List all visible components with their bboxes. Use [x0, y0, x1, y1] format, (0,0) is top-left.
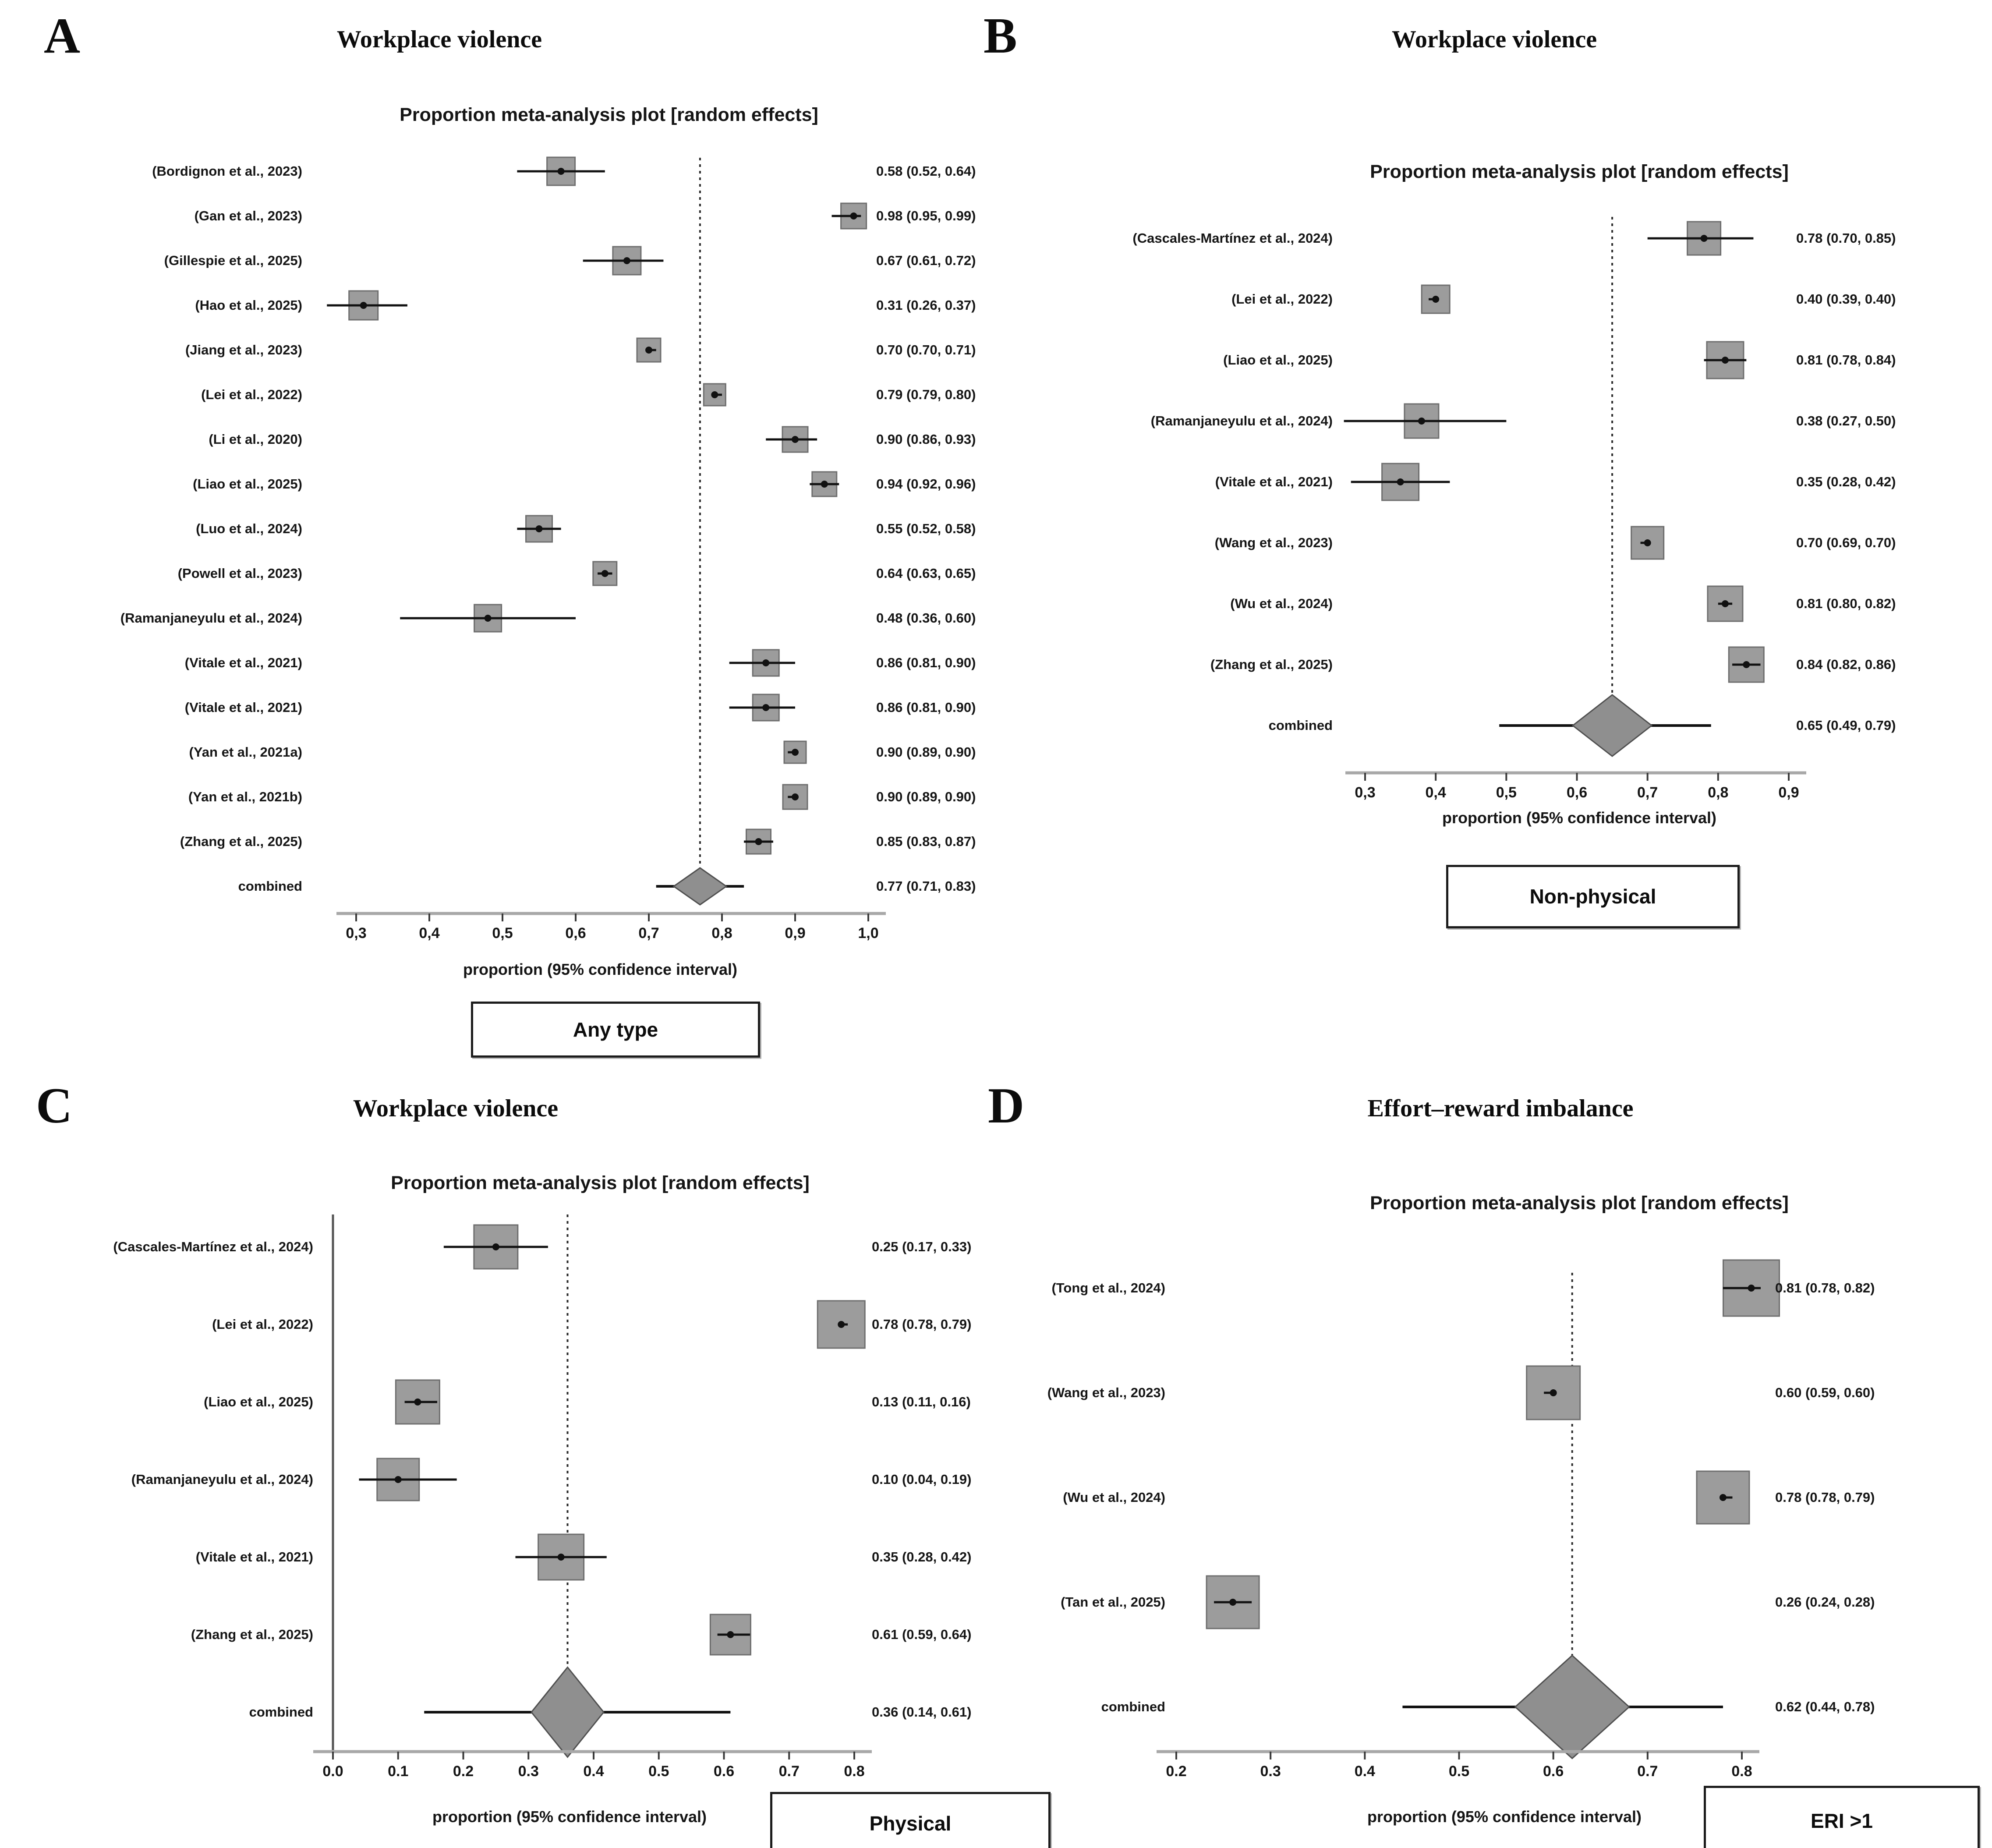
point-estimate-dot: [536, 525, 543, 532]
point-estimate-dot: [762, 704, 769, 711]
study-label: (Gan et al., 2023): [194, 208, 302, 223]
study-label: (Liao et al., 2025): [1223, 352, 1333, 368]
panel-letter-b: B: [984, 8, 1017, 64]
category-label: ERI >1: [1811, 1809, 1873, 1832]
study-label: (Vitale et al., 2021): [195, 1549, 313, 1565]
study-label: (Cascales-Martínez et al., 2024): [1132, 230, 1333, 246]
study-label: (Wu et al., 2024): [1063, 1490, 1165, 1505]
ci-value-label: 0.78 (0.70, 0.85): [1796, 230, 1896, 246]
study-label: (Zhang et al., 2025): [180, 834, 302, 849]
ci-value-label: 0.58 (0.52, 0.64): [876, 163, 976, 179]
ci-value-label: 0.60 (0.59, 0.60): [1775, 1385, 1875, 1400]
point-estimate-dot: [1701, 235, 1708, 242]
x-tick-label: 0,5: [492, 925, 513, 942]
x-tick-label: 0.4: [1354, 1763, 1375, 1780]
x-tick-label: 0,5: [1496, 784, 1517, 801]
ci-value-label: 0.78 (0.78, 0.79): [872, 1317, 972, 1332]
point-estimate-dot: [1550, 1389, 1557, 1396]
x-tick-label: 0,3: [1355, 784, 1376, 801]
x-tick-label: 0,7: [1637, 784, 1658, 801]
study-label: (Jiang et al., 2023): [185, 342, 302, 358]
point-estimate-dot: [1229, 1599, 1236, 1606]
point-estimate-dot: [755, 838, 762, 845]
ci-value-label: 0.10 (0.04, 0.19): [872, 1472, 972, 1487]
ci-value-label: 0.70 (0.70, 0.71): [876, 342, 976, 358]
combined-label: combined: [1268, 718, 1333, 733]
combined-value-label: 0.62 (0.44, 0.78): [1775, 1699, 1875, 1714]
category-label-box: [770, 1792, 1051, 1848]
x-tick-label: 0.2: [453, 1763, 474, 1780]
point-estimate-dot: [821, 481, 828, 488]
x-axis-label: proportion (95% confidence interval): [1367, 1808, 1642, 1826]
ci-value-label: 0.31 (0.26, 0.37): [876, 297, 976, 313]
category-label-box: [471, 1002, 760, 1058]
x-tick-label: 0,9: [1778, 784, 1799, 801]
ci-value-label: 0.35 (0.28, 0.42): [872, 1549, 972, 1565]
study-label: (Powell et al., 2023): [177, 566, 302, 581]
study-label: (Vitale et al., 2021): [184, 700, 302, 715]
study-label: (Wu et al., 2024): [1230, 596, 1333, 611]
ci-value-label: 0.81 (0.78, 0.84): [1796, 352, 1896, 368]
study-label: (Liao et al., 2025): [204, 1394, 313, 1409]
point-estimate-dot: [792, 793, 799, 800]
combined-value-label: 0.36 (0.14, 0.61): [872, 1704, 972, 1720]
point-estimate-dot: [1644, 539, 1651, 546]
combined-diamond: [531, 1667, 604, 1757]
x-tick-label: 0.3: [1260, 1763, 1281, 1780]
study-label: (Li et al., 2020): [209, 432, 302, 447]
x-tick-label: 0.8: [1731, 1763, 1752, 1780]
point-estimate-dot: [792, 436, 799, 443]
point-estimate-dot: [645, 347, 652, 354]
ci-value-label: 0.13 (0.11, 0.16): [872, 1394, 971, 1409]
ci-value-label: 0.94 (0.92, 0.96): [876, 476, 976, 492]
x-tick-label: 0.7: [778, 1763, 800, 1780]
study-label: (Ramanjaneyulu et al., 2024): [1150, 413, 1333, 428]
x-tick-label: 1,0: [858, 925, 879, 942]
point-estimate-dot: [558, 1554, 565, 1561]
point-estimate-dot: [1397, 478, 1404, 485]
study-label: (Lei et al., 2022): [212, 1317, 313, 1332]
ci-value-label: 0.86 (0.81, 0.90): [876, 700, 976, 715]
study-label: (Zhang et al., 2025): [1210, 657, 1333, 672]
ci-value-label: 0.90 (0.89, 0.90): [876, 744, 976, 760]
category-label: Any type: [573, 1018, 658, 1041]
x-tick-label: 0.5: [1448, 1763, 1470, 1780]
point-estimate-dot: [850, 212, 857, 219]
x-tick-label: 0,6: [1566, 784, 1588, 801]
x-tick-label: 0,8: [1708, 784, 1729, 801]
study-label: (Vitale et al., 2021): [184, 655, 302, 670]
ci-value-label: 0.55 (0.52, 0.58): [876, 521, 976, 536]
x-tick-label: 0,4: [419, 925, 440, 942]
ci-value-label: 0.61 (0.59, 0.64): [872, 1627, 972, 1642]
category-label-box: [1446, 865, 1740, 928]
x-tick-label: 0.8: [844, 1763, 865, 1780]
x-tick-label: 0.6: [713, 1763, 735, 1780]
x-axis-label: proportion (95% confidence interval): [463, 960, 738, 978]
point-estimate-dot: [360, 302, 367, 309]
study-label: (Luo et al., 2024): [196, 521, 302, 536]
x-tick-label: 0,4: [1425, 784, 1446, 801]
ci-value-label: 0.35 (0.28, 0.42): [1796, 474, 1896, 489]
x-axis-label: proportion (95% confidence interval): [1442, 809, 1717, 827]
point-estimate-dot: [1418, 418, 1425, 425]
plot-subtitle: Proportion meta-analysis plot [random effects]: [1370, 1193, 1789, 1214]
category-label: Physical: [869, 1812, 952, 1835]
panel-title: Workplace violence: [336, 26, 542, 53]
combined-label: combined: [1101, 1699, 1165, 1714]
plot-subtitle: Proportion meta-analysis plot [random effects]: [391, 1172, 810, 1193]
x-tick-label: 0.0: [322, 1763, 343, 1780]
point-estimate-dot: [792, 749, 799, 756]
study-label: (Ramanjaneyulu et al., 2024): [131, 1472, 313, 1487]
x-tick-label: 0,8: [711, 925, 732, 942]
ci-value-label: 0.48 (0.36, 0.60): [876, 610, 976, 626]
point-estimate-dot: [1720, 1494, 1727, 1501]
study-label: (Hao et al., 2025): [195, 297, 302, 313]
ci-value-label: 0.67 (0.61, 0.72): [876, 253, 976, 268]
ci-value-label: 0.98 (0.95, 0.99): [876, 208, 976, 223]
point-estimate-dot: [601, 570, 609, 577]
point-estimate-dot: [838, 1321, 845, 1328]
point-estimate-dot: [1432, 296, 1439, 303]
ci-value-label: 0.90 (0.86, 0.93): [876, 432, 976, 447]
x-tick-label: 0,7: [638, 925, 659, 942]
x-tick-label: 0.1: [388, 1763, 409, 1780]
panel-title: Workplace violence: [353, 1095, 559, 1122]
point-estimate-dot: [1722, 357, 1729, 364]
combined-label: combined: [238, 878, 302, 894]
ci-value-label: 0.79 (0.79, 0.80): [876, 387, 976, 402]
ci-value-label: 0.38 (0.27, 0.50): [1796, 413, 1896, 428]
study-label: (Tong et al., 2024): [1051, 1280, 1165, 1296]
plot-subtitle: Proportion meta-analysis plot [random effects]: [400, 104, 818, 125]
study-label: (Wang et al., 2023): [1214, 535, 1333, 550]
point-estimate-dot: [1748, 1285, 1755, 1292]
combined-diamond: [1573, 695, 1652, 756]
ci-value-label: 0.85 (0.83, 0.87): [876, 834, 976, 849]
ci-value-label: 0.70 (0.69, 0.70): [1796, 535, 1896, 550]
ci-value-label: 0.90 (0.89, 0.90): [876, 789, 976, 804]
panel-letter-c: C: [36, 1078, 73, 1133]
ci-value-label: 0.81 (0.78, 0.82): [1775, 1280, 1875, 1296]
study-label: (Lei et al., 2022): [201, 387, 302, 402]
point-estimate-dot: [1722, 600, 1729, 607]
panel-title: Effort–reward imbalance: [1367, 1095, 1634, 1122]
x-tick-label: 0.7: [1637, 1763, 1658, 1780]
x-axis-label: proportion (95% confidence interval): [432, 1808, 707, 1826]
study-label: (Wang et al., 2023): [1047, 1385, 1165, 1400]
study-label: (Ramanjaneyulu et al., 2024): [120, 610, 302, 626]
category-label-box: [1704, 1786, 1980, 1848]
combined-label: combined: [249, 1704, 313, 1720]
ci-value-label: 0.86 (0.81, 0.90): [876, 655, 976, 670]
study-label: (Liao et al., 2025): [193, 476, 302, 492]
point-estimate-dot: [492, 1243, 499, 1250]
study-label: (Yan et al., 2021b): [188, 789, 302, 804]
combined-diamond: [674, 868, 726, 905]
study-label: (Zhang et al., 2025): [191, 1627, 313, 1642]
ci-value-label: 0.64 (0.63, 0.65): [876, 566, 976, 581]
point-estimate-dot: [623, 257, 630, 264]
combined-value-label: 0.77 (0.71, 0.83): [876, 878, 976, 894]
x-tick-label: 0.3: [518, 1763, 539, 1780]
ci-value-label: 0.40 (0.39, 0.40): [1796, 291, 1896, 307]
study-label: (Gillespie et al., 2025): [164, 253, 302, 268]
ci-value-label: 0.25 (0.17, 0.33): [872, 1239, 972, 1254]
x-tick-label: 0.4: [583, 1763, 604, 1780]
study-label: (Tan et al., 2025): [1061, 1594, 1165, 1610]
point-estimate-dot: [711, 391, 718, 398]
point-estimate-dot: [1743, 661, 1750, 668]
ci-value-label: 0.84 (0.82, 0.86): [1796, 657, 1896, 672]
x-tick-label: 0,6: [565, 925, 586, 942]
point-estimate-dot: [762, 659, 769, 666]
x-tick-label: 0.5: [648, 1763, 669, 1780]
point-estimate-dot: [485, 615, 492, 622]
x-tick-label: 0.6: [1543, 1763, 1564, 1780]
ci-value-label: 0.81 (0.80, 0.82): [1796, 596, 1896, 611]
ci-value-label: 0.78 (0.78, 0.79): [1775, 1490, 1875, 1505]
combined-value-label: 0.65 (0.49, 0.79): [1796, 718, 1896, 733]
panel-letter-d: D: [988, 1078, 1025, 1133]
point-estimate-dot: [727, 1631, 734, 1638]
x-tick-label: 0.2: [1166, 1763, 1187, 1780]
study-label: (Vitale et al., 2021): [1215, 474, 1333, 489]
x-tick-label: 0,9: [785, 925, 806, 942]
point-estimate-dot: [414, 1398, 421, 1405]
study-label: (Cascales-Martínez et al., 2024): [113, 1239, 313, 1254]
study-label: (Yan et al., 2021a): [189, 744, 302, 760]
combined-diamond: [1515, 1656, 1629, 1759]
ci-value-label: 0.26 (0.24, 0.28): [1775, 1594, 1875, 1610]
plot-subtitle: Proportion meta-analysis plot [random effects]: [1370, 161, 1789, 182]
point-estimate-dot: [558, 168, 565, 175]
study-label: (Lei et al., 2022): [1231, 291, 1333, 307]
panel-letter-a: A: [44, 8, 81, 64]
category-label: Non-physical: [1529, 885, 1656, 908]
point-estimate-dot: [395, 1476, 402, 1483]
study-label: (Bordignon et al., 2023): [152, 163, 302, 179]
panel-title: Workplace violence: [1391, 26, 1597, 53]
x-tick-label: 0,3: [346, 925, 367, 942]
